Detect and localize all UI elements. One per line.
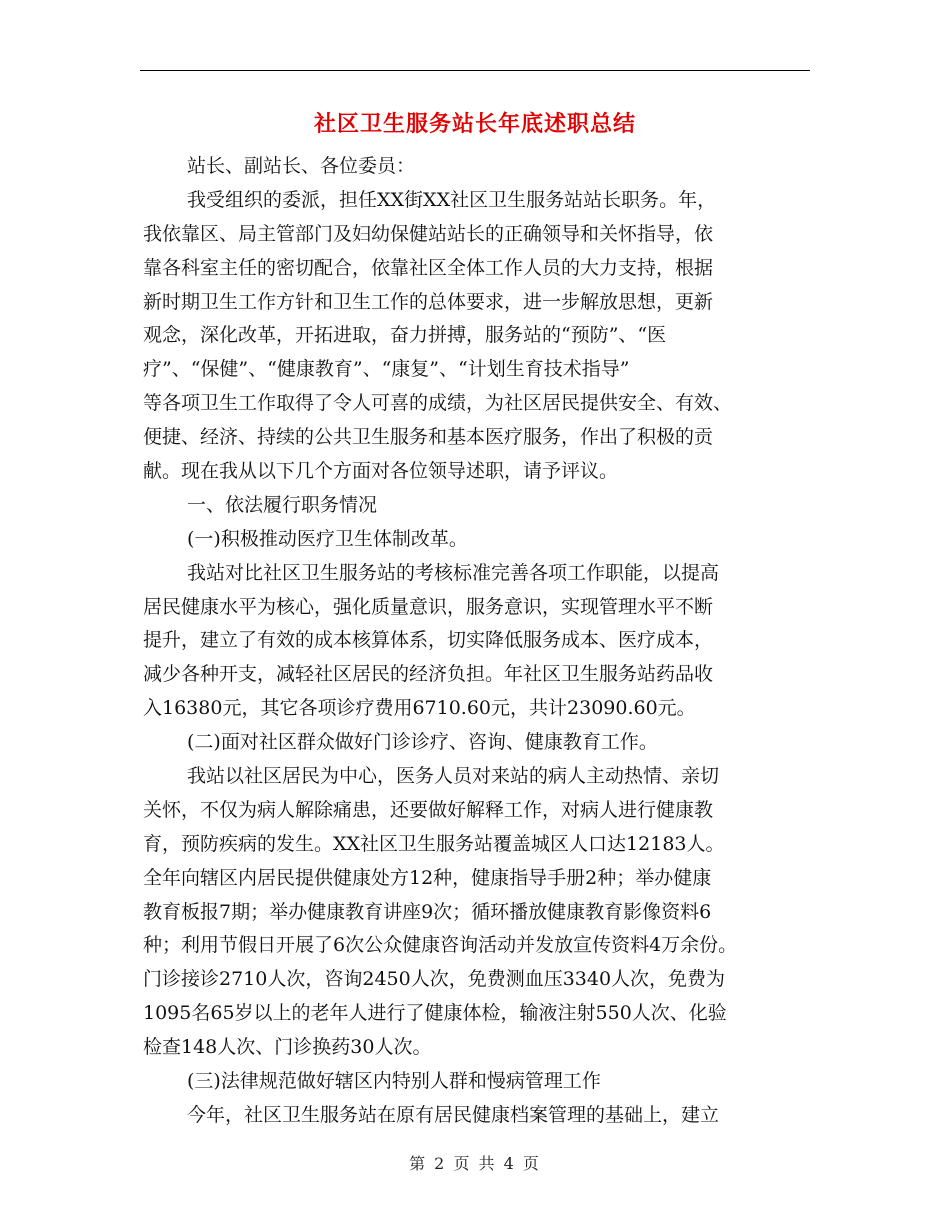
text-line: 关怀，不仅为病人解除痛患，还要做好解释工作，对病人进行健康教 bbox=[143, 798, 714, 821]
document-title: 社区卫生服务站长年底述职总结 bbox=[313, 112, 636, 137]
text-line: (三)法律规范做好辖区内特别人群和慢病管理工作 bbox=[187, 1070, 601, 1093]
text-line: 一、依法履行职务情况 bbox=[187, 493, 378, 516]
document-body bbox=[143, 150, 813, 1133]
text-line: 检查148人次、门诊换药30人次。 bbox=[143, 1036, 432, 1059]
text-line: 入16380元，其它各项诊疗费用6710.60元，共计23090.60元。 bbox=[143, 697, 696, 720]
text-line: 观念，深化改革，开拓进取，奋力拼搏，服务站的“预防”、“医 bbox=[143, 324, 667, 347]
text-line: 育，预防疾病的发生。XX社区卫生服务站覆盖城区人口达12183人。 bbox=[143, 832, 725, 855]
text-line: 献。现在我从以下几个方面对各位领导述职，请予评议。 bbox=[143, 460, 619, 483]
text-line: 我依靠区、局主管部门及妇幼保健站站长的正确领导和关怀指导，依 bbox=[143, 222, 714, 245]
text-line: 等各项卫生工作取得了令人可喜的成绩，为社区居民提供安全、有效、 bbox=[143, 392, 733, 415]
text-line: 提升，建立了有效的成本核算体系，切实降低服务成本、医疗成本， bbox=[143, 629, 714, 652]
page-number-footer: 第 2 页 共 4 页 bbox=[409, 1154, 541, 1173]
text-line: 便捷、经济、持续的公共卫生服务和基本医疗服务，作出了积极的贡 bbox=[143, 426, 714, 449]
text-line: (二)面对社区群众做好门诊诊疗、咨询、健康教育工作。 bbox=[187, 731, 658, 754]
text-line: 减少各种开支，减轻社区居民的经济负担。年社区卫生服务站药品收 bbox=[143, 663, 714, 686]
text-line: 站长、副站长、各位委员： bbox=[187, 155, 416, 177]
text-line: 居民健康水平为核心，强化质量意识，服务意识，实现管理水平不断 bbox=[143, 595, 714, 618]
text-line: 我站以社区居民为中心，医务人员对来站的病人主动热情、亲切 bbox=[187, 765, 720, 788]
text-line: (一)积极推动医疗卫生体制改革。 bbox=[187, 527, 468, 550]
text-line: 门诊接诊2710人次，咨询2450人次，免费测血压3340人次，免费为 bbox=[143, 968, 726, 991]
text-line: 我受组织的委派，担任XX街XX社区卫生服务站站长职务。年， bbox=[187, 188, 717, 211]
text-line: 教育板报7期；举办健康教育讲座9次；循环播放健康教育影像资料6 bbox=[143, 900, 712, 923]
text-line: 靠各科室主任的密切配合，依靠社区全体工作人员的大力支持，根据 bbox=[143, 256, 714, 279]
text-line: 1095名65岁以上的老年人进行了健康体检，输液注射550人次、化验 bbox=[143, 1002, 727, 1025]
text-line: 疗”、“保健”、“健康教育”、“康复”、“计划生育技术指导” bbox=[143, 358, 630, 381]
text-line: 全年向辖区内居民提供健康处方12种，健康指导手册2种；举办健康 bbox=[143, 866, 712, 889]
text-line: 今年，社区卫生服务站在原有居民健康档案管理的基础上，建立 bbox=[187, 1103, 720, 1126]
text-line: 我站对比社区卫生服务站的考核标准完善各项工作职能，以提高 bbox=[187, 561, 720, 584]
text-line: 种；利用节假日开展了6次公众健康咨询活动并发放宣传资料4万余份。 bbox=[143, 934, 738, 957]
text-line: 新时期卫生工作方针和卫生工作的总体要求，进一步解放思想，更新 bbox=[143, 290, 714, 313]
header-rule bbox=[140, 70, 810, 71]
